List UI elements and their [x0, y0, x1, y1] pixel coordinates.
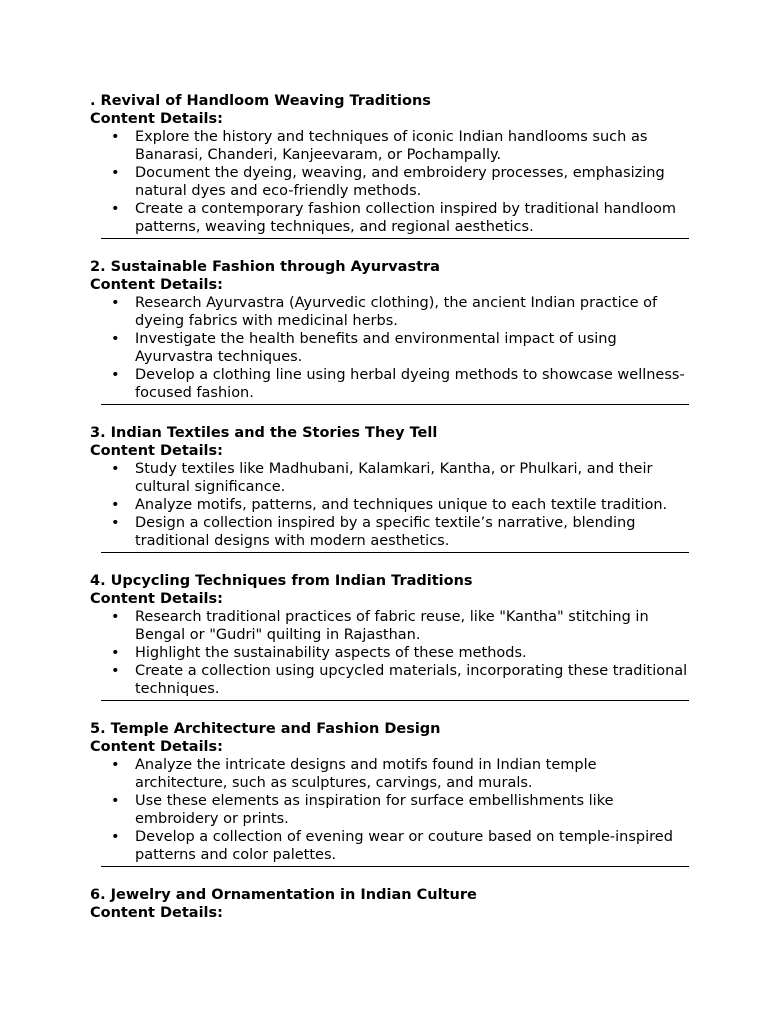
list-item: • Create a collection using upcycled materials, incorporating these traditional techniques. — [90, 662, 690, 698]
list-item: • Develop a clothing line using herbal dyeing methods to showcase wellness-focused fashion. — [90, 366, 690, 402]
section-handloom — [90, 92, 690, 239]
section-temple — [90, 720, 690, 867]
list-item: • Investigate the health benefits and environmental impact of using Ayurvastra techniques. — [90, 330, 690, 366]
section-textiles — [90, 424, 690, 553]
section-title: 6. Jewelry and Ornamentation in Indian Culture — [90, 887, 477, 903]
list-item: • Analyze the intricate designs and motifs found in Indian temple architecture, such as sculptures, carvings, and murals. — [90, 756, 690, 792]
content-details-label: Content Details: — [90, 277, 223, 293]
bullet-list — [90, 608, 690, 698]
list-item: • Study textiles like Madhubani, Kalamkari, Kantha, or Phulkari, and their cultural significance. — [90, 460, 690, 496]
content-details-label: Content Details: — [90, 443, 223, 459]
section-title: 5. Temple Architecture and Fashion Design — [90, 721, 441, 737]
list-item: • Research Ayurvastra (Ayurvedic clothing), the ancient Indian practice of dyeing fabrics with medicinal herbs. — [90, 294, 690, 330]
list-item: • Analyze motifs, patterns, and techniques unique to each textile tradition. — [90, 496, 690, 514]
bullet-list — [90, 128, 690, 236]
bullet-list — [90, 756, 690, 864]
content-details-label: Content Details: — [90, 111, 223, 127]
list-item: • Document the dyeing, weaving, and embroidery processes, emphasizing natural dyes and eco-friendly methods. — [90, 164, 690, 200]
list-item: • Explore the history and techniques of iconic Indian handlooms such as Banarasi, Chanderi, Kanjeevaram, or Pochampally. — [90, 128, 690, 164]
content-details-label: Content Details: — [90, 905, 223, 921]
section-title: 4. Upcycling Techniques from Indian Traditions — [90, 573, 473, 589]
section-ayurvastra — [90, 258, 690, 405]
section-title: . Revival of Handloom Weaving Traditions — [90, 93, 431, 109]
content-details-label: Content Details: — [90, 739, 223, 755]
list-item: • Research traditional practices of fabric reuse, like "Kantha" stitching in Bengal or "Gudri" quilting in Rajasthan. — [90, 608, 690, 644]
list-item: • Design a collection inspired by a specific textile’s narrative, blending traditional designs with modern aesthetics. — [90, 514, 690, 550]
list-item: • Highlight the sustainability aspects of these methods. — [90, 644, 690, 662]
list-item: • Create a contemporary fashion collection inspired by traditional handloom patterns, weaving techniques, and regional aesthetics. — [90, 200, 690, 236]
bullet-list — [90, 460, 690, 550]
list-item: • Develop a collection of evening wear or couture based on temple-inspired patterns and color palettes. — [90, 828, 690, 864]
section-jewelry — [90, 886, 690, 922]
list-item: • Use these elements as inspiration for surface embellishments like embroidery or prints. — [90, 792, 690, 828]
document-page — [90, 92, 690, 922]
section-title: 2. Sustainable Fashion through Ayurvastra — [90, 259, 440, 275]
section-upcycling — [90, 572, 690, 701]
content-details-label: Content Details: — [90, 591, 223, 607]
bullet-list — [90, 294, 690, 402]
section-title: 3. Indian Textiles and the Stories They Tell — [90, 425, 438, 441]
